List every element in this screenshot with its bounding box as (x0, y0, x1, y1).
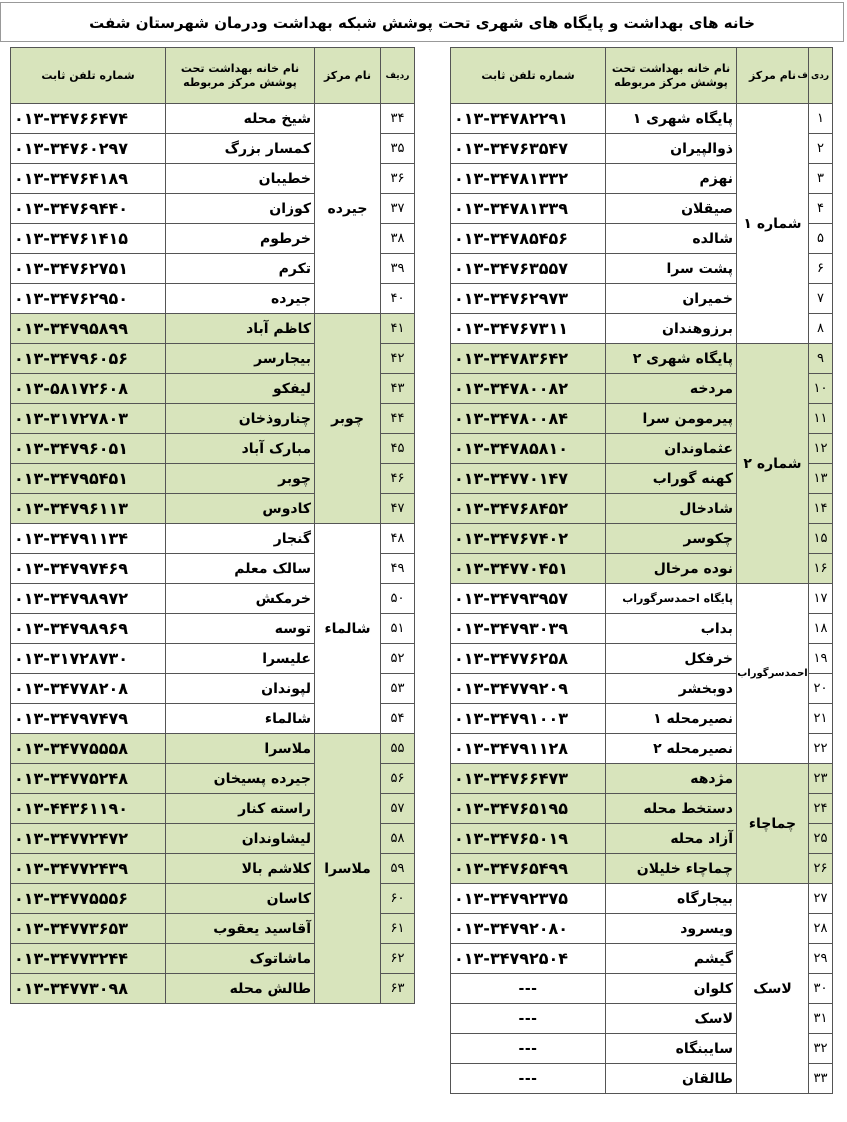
row-number: ۶ (809, 254, 833, 284)
row-number: ۷ (809, 284, 833, 314)
center-name: چوبر (315, 314, 381, 524)
health-house-name: ملاسرا (166, 734, 315, 764)
health-house-name: لیفکو (166, 374, 315, 404)
header-house: نام خانه بهداشت تحت پوشش مرکز مربوطه (166, 48, 315, 104)
health-house-name: پایگاه شهری ۱ (606, 104, 737, 134)
phone-number: ۰۱۳-۳۴۷۹۱۱۳۴ (11, 524, 166, 554)
health-house-name: شادخال (606, 494, 737, 524)
health-house-name: عثماوندان (606, 434, 737, 464)
row-number: ۴۹ (381, 554, 415, 584)
health-house-name: مردخه (606, 374, 737, 404)
phone-number: ۰۱۳-۳۴۷۹۲۰۸۰ (451, 914, 606, 944)
row-number: ۵ (809, 224, 833, 254)
phone-number: ۰۱۳-۳۴۷۷۰۱۴۷ (451, 464, 606, 494)
row-number: ۱۶ (809, 554, 833, 584)
health-house-name: لپوندان (166, 674, 315, 704)
row-number: ۲۵ (809, 824, 833, 854)
row-number: ۳۷ (381, 194, 415, 224)
phone-number: ۰۱۳-۳۴۷۸۱۳۳۹ (451, 194, 606, 224)
table-row (451, 104, 833, 134)
phone-number: ۰۱۳-۳۴۷۷۳۰۹۸ (11, 974, 166, 1004)
phone-number: --- (451, 1004, 606, 1034)
table-row (451, 344, 833, 374)
row-number: ۳۲ (809, 1034, 833, 1064)
phone-number: ۰۱۳-۳۴۷۶۷۴۰۲ (451, 524, 606, 554)
phone-number: ۰۱۳-۳۴۷۹۶۱۱۳ (11, 494, 166, 524)
phone-number: ۰۱۳-۳۴۷۷۳۲۴۴ (11, 944, 166, 974)
phone-number: ۰۱۳-۳۴۷۶۰۲۹۷ (11, 134, 166, 164)
phone-number: --- (451, 974, 606, 1004)
health-house-name: سالک معلم (166, 554, 315, 584)
row-number: ۴۶ (381, 464, 415, 494)
health-house-name: طالش محله (166, 974, 315, 1004)
health-house-name: خرطوم (166, 224, 315, 254)
center-name: لاسک (737, 884, 809, 1094)
row-number: ۴۸ (381, 524, 415, 554)
header-house: نام خانه بهداشت تحت پوشش مرکز مربوطه (606, 48, 737, 104)
health-house-name: نصیرمحله ۱ (606, 704, 737, 734)
health-house-name: بداب (606, 614, 737, 644)
health-house-name: پشت سرا (606, 254, 737, 284)
phone-number: ۰۱۳-۳۴۷۸۰۰۸۲ (451, 374, 606, 404)
phone-number: ۰۱۳-۳۴۷۸۵۴۵۶ (451, 224, 606, 254)
row-number: ۵۶ (381, 764, 415, 794)
health-house-name: کاظم آباد (166, 314, 315, 344)
phone-number: ۰۱۳-۳۴۷۹۳۰۳۹ (451, 614, 606, 644)
health-house-name: بیجارسر (166, 344, 315, 374)
phone-number: --- (451, 1064, 606, 1094)
row-number: ۱۵ (809, 524, 833, 554)
phone-number: ۰۱۳-۳۴۷۶۳۵۵۷ (451, 254, 606, 284)
phone-number: ۰۱۳-۳۴۷۷۳۶۵۳ (11, 914, 166, 944)
health-house-name: نهزم (606, 164, 737, 194)
health-house-name: خمیران (606, 284, 737, 314)
table-row (11, 734, 415, 764)
row-number: ۹ (809, 344, 833, 374)
table-row (11, 104, 415, 134)
phone-number: ۰۱۳-۳۴۷۶۲۷۵۱ (11, 254, 166, 284)
health-house-name: پایگاه شهری ۲ (606, 344, 737, 374)
health-house-name: کادوس (166, 494, 315, 524)
row-number: ۴۲ (381, 344, 415, 374)
row-number: ۴۱ (381, 314, 415, 344)
phone-number: ۰۱۳-۳۴۷۶۵۴۹۹ (451, 854, 606, 884)
health-house-name: نصیرمحله ۲ (606, 734, 737, 764)
center-name: ملاسرا (315, 734, 381, 1004)
health-house-name: آقاسید یعقوب (166, 914, 315, 944)
row-number: ۲۷ (809, 884, 833, 914)
header-center: نام مرکز (315, 48, 381, 104)
row-number: ۱۷ (809, 584, 833, 614)
right-health-houses-table (450, 47, 833, 1094)
row-number: ۲ (809, 134, 833, 164)
row-number: ۲۳ (809, 764, 833, 794)
health-house-name: چناروذخان (166, 404, 315, 434)
health-house-name: خرفکل (606, 644, 737, 674)
phone-number: ۰۱۳-۳۴۷۹۷۴۷۹ (11, 704, 166, 734)
health-house-name: گنجار (166, 524, 315, 554)
row-number: ۱۸ (809, 614, 833, 644)
health-house-name: ویسرود (606, 914, 737, 944)
row-number: ۵۴ (381, 704, 415, 734)
center-name: چماچاء (737, 764, 809, 884)
phone-number: ۰۱۳-۳۴۷۹۲۳۷۵ (451, 884, 606, 914)
health-house-name: آزاد محله (606, 824, 737, 854)
health-house-name: چوبر (166, 464, 315, 494)
health-house-name: ذوالپیران (606, 134, 737, 164)
health-house-name: دوبخشر (606, 674, 737, 704)
header-center: نام مرکز (737, 48, 809, 104)
phone-number: ۰۱۳-۳۴۷۸۵۸۱۰ (451, 434, 606, 464)
header-phone: شماره تلفن ثابت (11, 48, 166, 104)
row-number: ۶۳ (381, 974, 415, 1004)
phone-number: ۰۱۳-۳۴۷۷۶۲۵۸ (451, 644, 606, 674)
row-number: ۳۴ (381, 104, 415, 134)
center-name: شالماء (315, 524, 381, 734)
phone-number: ۰۱۳-۳۴۷۸۰۰۸۴ (451, 404, 606, 434)
table-row (11, 314, 415, 344)
row-number: ۱۳ (809, 464, 833, 494)
row-number: ۱ (809, 104, 833, 134)
phone-number: ۰۱۳-۳۴۷۷۲۴۷۲ (11, 824, 166, 854)
phone-number: ۰۱۳-۵۸۱۷۲۶۰۸ (11, 374, 166, 404)
health-house-name: لیشاوندان (166, 824, 315, 854)
phone-number: ۰۱۳-۳۴۷۷۵۵۵۶ (11, 884, 166, 914)
row-number: ۳ (809, 164, 833, 194)
health-house-name: سایبنگاه (606, 1034, 737, 1064)
row-number: ۲۰ (809, 674, 833, 704)
row-number: ۶۰ (381, 884, 415, 914)
row-number: ۵۹ (381, 854, 415, 884)
health-house-name: خرمکش (166, 584, 315, 614)
phone-number: ۰۱۳-۳۴۷۹۸۹۶۹ (11, 614, 166, 644)
health-house-name: پایگاه احمدسرگوراب (606, 584, 737, 614)
health-house-name: ماشاتوک (166, 944, 315, 974)
phone-number: ۰۱۳-۳۴۷۶۶۴۷۳ (451, 764, 606, 794)
health-house-name: گیشم (606, 944, 737, 974)
header-radif: ردیف (381, 48, 415, 104)
phone-number: ۰۱۳-۳۴۷۹۷۴۶۹ (11, 554, 166, 584)
page-title: خانه های بهداشت و پایگاه های شهری تحت پوشش شبکه بهداشت ودرمان شهرستان شفت (0, 2, 844, 42)
health-house-name: کمسار بزرگ (166, 134, 315, 164)
phone-number: ۰۱۳-۳۴۷۹۶۰۵۱ (11, 434, 166, 464)
row-number: ۵۵ (381, 734, 415, 764)
phone-number: ۰۱۳-۳۴۷۶۳۵۴۷ (451, 134, 606, 164)
health-house-name: بیجارگاه (606, 884, 737, 914)
center-name: جیرده (315, 104, 381, 314)
phone-number: ۰۱۳-۳۱۷۲۷۸۰۳ (11, 404, 166, 434)
phone-number: ۰۱۳-۳۴۷۹۳۹۵۷ (451, 584, 606, 614)
row-number: ۳۳ (809, 1064, 833, 1094)
phone-number: ۰۱۳-۳۱۷۲۸۷۳۰ (11, 644, 166, 674)
row-number: ۵۲ (381, 644, 415, 674)
health-house-name: لاسک (606, 1004, 737, 1034)
health-house-name: نوده مرخال (606, 554, 737, 584)
row-number: ۸ (809, 314, 833, 344)
phone-number: ۰۱۳-۳۴۷۹۵۴۵۱ (11, 464, 166, 494)
phone-number: ۰۱۳-۳۴۷۹۵۸۹۹ (11, 314, 166, 344)
health-house-name: کلاشم بالا (166, 854, 315, 884)
row-number: ۵۳ (381, 674, 415, 704)
table-row (11, 524, 415, 554)
health-house-name: کهنه گوراب (606, 464, 737, 494)
phone-number: ۰۱۳-۳۴۷۸۲۲۹۱ (451, 104, 606, 134)
phone-number: ۰۱۳-۳۴۷۶۶۴۷۴ (11, 104, 166, 134)
row-number: ۱۲ (809, 434, 833, 464)
health-house-name: راسته کنار (166, 794, 315, 824)
row-number: ۵۷ (381, 794, 415, 824)
table-row (451, 884, 833, 914)
phone-number: ۰۱۳-۳۴۷۷۸۲۰۸ (11, 674, 166, 704)
row-number: ۱۹ (809, 644, 833, 674)
health-house-name: تکرم (166, 254, 315, 284)
row-number: ۲۸ (809, 914, 833, 944)
health-house-name: جیرده (166, 284, 315, 314)
row-number: ۱۱ (809, 404, 833, 434)
phone-number: ۰۱۳-۳۴۷۹۱۱۲۸ (451, 734, 606, 764)
phone-number: ۰۱۳-۳۴۷۷۹۲۰۹ (451, 674, 606, 704)
row-number: ۴۰ (381, 284, 415, 314)
health-house-name: صیقلان (606, 194, 737, 224)
phone-number: ۰۱۳-۳۴۷۷۵۲۴۸ (11, 764, 166, 794)
health-house-name: کوزان (166, 194, 315, 224)
health-house-name: مبارک آباد (166, 434, 315, 464)
health-house-name: خطیبان (166, 164, 315, 194)
row-number: ۳۱ (809, 1004, 833, 1034)
table-row (451, 764, 833, 794)
phone-number: ۰۱۳-۳۴۷۹۸۹۷۲ (11, 584, 166, 614)
phone-number: ۰۱۳-۳۴۷۹۶۰۵۶ (11, 344, 166, 374)
row-number: ۴۷ (381, 494, 415, 524)
phone-number: ۰۱۳-۳۴۷۹۲۵۰۴ (451, 944, 606, 974)
row-number: ۲۲ (809, 734, 833, 764)
row-number: ۴۴ (381, 404, 415, 434)
row-number: ۶۱ (381, 914, 415, 944)
row-number: ۵۸ (381, 824, 415, 854)
header-phone: شماره تلفن ثابت (451, 48, 606, 104)
health-house-name: چکوسر (606, 524, 737, 554)
health-house-name: برزوهندان (606, 314, 737, 344)
health-house-name: چماچاء خلیلان (606, 854, 737, 884)
phone-number: ۰۱۳-۳۴۷۷۵۵۵۸ (11, 734, 166, 764)
row-number: ۲۱ (809, 704, 833, 734)
health-house-name: کلوان (606, 974, 737, 1004)
row-number: ۵۱ (381, 614, 415, 644)
header-radif: ردی ف (809, 48, 833, 104)
health-house-name: جیرده پسیخان (166, 764, 315, 794)
phone-number: ۰۱۳-۳۴۷۶۴۱۸۹ (11, 164, 166, 194)
row-number: ۳۹ (381, 254, 415, 284)
health-house-name: پیرمومن سرا (606, 404, 737, 434)
health-house-name: کاسان (166, 884, 315, 914)
row-number: ۴ (809, 194, 833, 224)
health-house-name: طالقان (606, 1064, 737, 1094)
health-house-name: شالده (606, 224, 737, 254)
phone-number: ۰۱۳-۳۴۷۶۲۹۵۰ (11, 284, 166, 314)
phone-number: ۰۱۳-۳۴۷۸۳۶۴۲ (451, 344, 606, 374)
phone-number: ۰۱۳-۳۴۷۶۵۰۱۹ (451, 824, 606, 854)
row-number: ۳۵ (381, 134, 415, 164)
row-number: ۲۶ (809, 854, 833, 884)
phone-number: ۰۱۳-۳۴۷۶۹۴۴۰ (11, 194, 166, 224)
row-number: ۴۳ (381, 374, 415, 404)
row-number: ۲۴ (809, 794, 833, 824)
row-number: ۳۰ (809, 974, 833, 1004)
center-name: شماره ۱ (737, 104, 809, 344)
phone-number: ۰۱۳-۳۴۷۶۲۹۷۳ (451, 284, 606, 314)
health-house-name: توسه (166, 614, 315, 644)
row-number: ۳۶ (381, 164, 415, 194)
phone-number: ۰۱۳-۳۴۷۶۷۳۱۱ (451, 314, 606, 344)
row-number: ۶۲ (381, 944, 415, 974)
phone-number: ۰۱۳-۳۴۷۶۱۴۱۵ (11, 224, 166, 254)
center-name: شماره ۲ (737, 344, 809, 584)
row-number: ۱۰ (809, 374, 833, 404)
phone-number: ۰۱۳-۳۴۷۹۱۰۰۳ (451, 704, 606, 734)
row-number: ۵۰ (381, 584, 415, 614)
health-house-name: مژدهه (606, 764, 737, 794)
phone-number: ۰۱۳-۳۴۷۷۲۴۳۹ (11, 854, 166, 884)
phone-number: ۰۱۳-۳۴۷۶۵۱۹۵ (451, 794, 606, 824)
table-row (451, 584, 833, 614)
row-number: ۳۸ (381, 224, 415, 254)
row-number: ۲۹ (809, 944, 833, 974)
phone-number: ۰۱۳-۴۴۳۶۱۱۹۰ (11, 794, 166, 824)
health-house-name: دستخط محله (606, 794, 737, 824)
phone-number: --- (451, 1034, 606, 1064)
phone-number: ۰۱۳-۳۴۷۷۰۴۵۱ (451, 554, 606, 584)
row-number: ۱۴ (809, 494, 833, 524)
center-name: احمدسرگوراب (737, 584, 809, 764)
health-house-name: شالماء (166, 704, 315, 734)
row-number: ۴۵ (381, 434, 415, 464)
health-house-name: شیخ محله (166, 104, 315, 134)
phone-number: ۰۱۳-۳۴۷۸۱۳۳۲ (451, 164, 606, 194)
health-house-name: علیسرا (166, 644, 315, 674)
left-health-houses-table (10, 47, 415, 1004)
phone-number: ۰۱۳-۳۴۷۶۸۴۵۲ (451, 494, 606, 524)
